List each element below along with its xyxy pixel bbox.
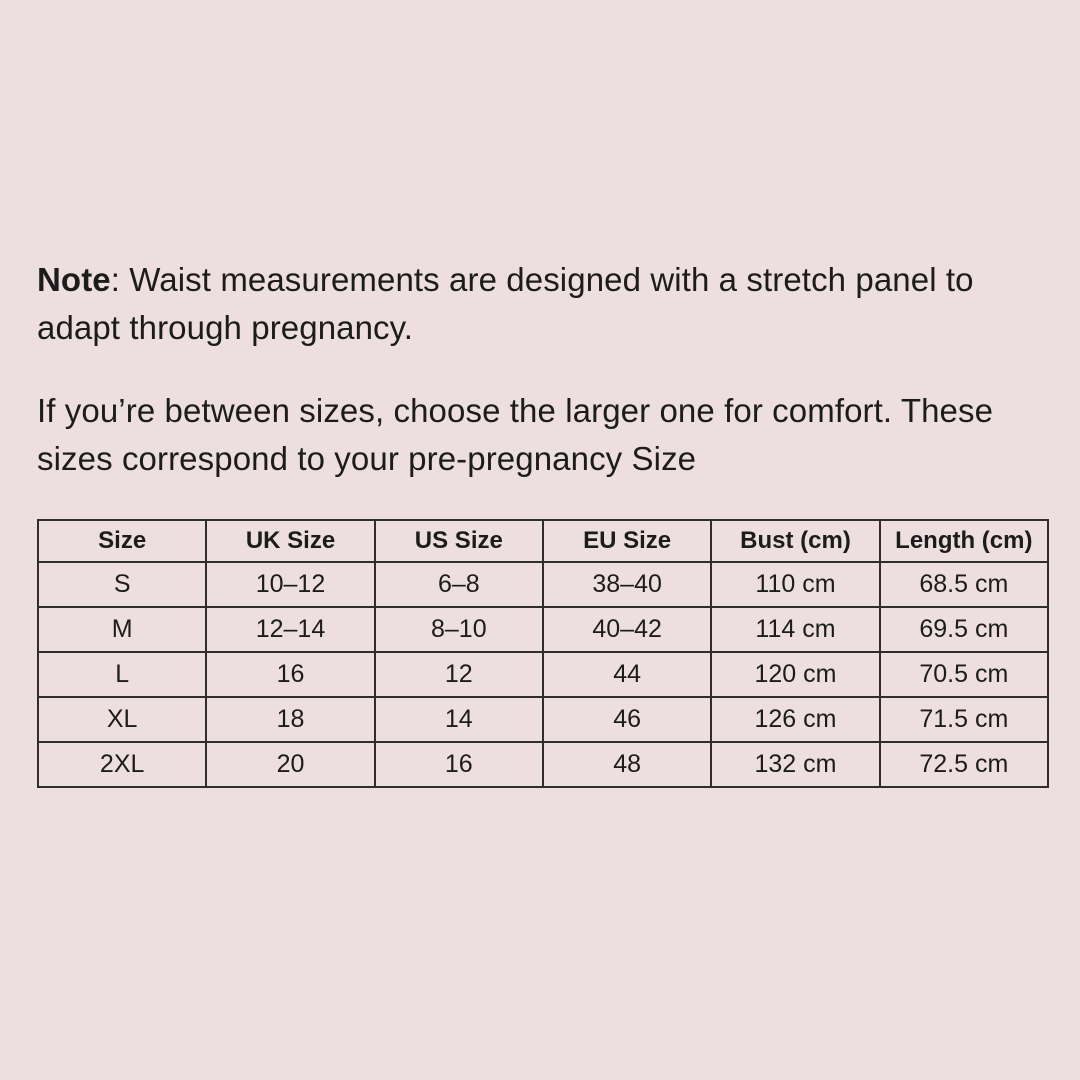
- table-cell: 120 cm: [711, 652, 879, 697]
- table-cell: 44: [543, 652, 711, 697]
- table-cell: 12: [375, 652, 543, 697]
- table-cell: 71.5 cm: [880, 697, 1048, 742]
- note-paragraph: [37, 256, 1052, 352]
- table-cell: 16: [206, 652, 374, 697]
- table-row: [38, 562, 1048, 607]
- table-header-row: [38, 520, 1048, 562]
- advice-line-2: sizes correspond to your pre-pregnancy Size: [37, 440, 697, 477]
- table-cell: 8–10: [375, 607, 543, 652]
- table-cell: 114 cm: [711, 607, 879, 652]
- column-header: US Size: [375, 520, 543, 562]
- table-row: [38, 697, 1048, 742]
- table-cell: 72.5 cm: [880, 742, 1048, 787]
- table-cell: XL: [38, 697, 206, 742]
- table-body: [38, 562, 1048, 787]
- table-cell: 48: [543, 742, 711, 787]
- table-cell: 110 cm: [711, 562, 879, 607]
- table-row: [38, 742, 1048, 787]
- note-label: Note: [37, 261, 111, 298]
- table-cell: 126 cm: [711, 697, 879, 742]
- table-cell: 20: [206, 742, 374, 787]
- table-cell: 70.5 cm: [880, 652, 1048, 697]
- table-cell: 6–8: [375, 562, 543, 607]
- note-line-2: adapt through pregnancy.: [37, 309, 414, 346]
- column-header: EU Size: [543, 520, 711, 562]
- table-cell: L: [38, 652, 206, 697]
- note-text: : Waist measurements are designed with a stretch panel to: [110, 261, 974, 298]
- table-cell: M: [38, 607, 206, 652]
- table-cell: 40–42: [543, 607, 711, 652]
- table-cell: 18: [206, 697, 374, 742]
- table-cell: 12–14: [206, 607, 374, 652]
- table-cell: 38–40: [543, 562, 711, 607]
- table-cell: S: [38, 562, 206, 607]
- advice-line-1: If you’re between sizes, choose the larger one for comfort. These: [37, 392, 994, 429]
- table-row: [38, 607, 1048, 652]
- table-cell: 10–12: [206, 562, 374, 607]
- table-cell: 16: [375, 742, 543, 787]
- advice-paragraph: [37, 387, 1052, 483]
- column-header: Bust (cm): [711, 520, 879, 562]
- table-cell: 68.5 cm: [880, 562, 1048, 607]
- table-cell: 69.5 cm: [880, 607, 1048, 652]
- column-header: Size: [38, 520, 206, 562]
- column-header: Length (cm): [880, 520, 1048, 562]
- table-cell: 2XL: [38, 742, 206, 787]
- size-chart-table: [37, 519, 1049, 788]
- table-row: [38, 652, 1048, 697]
- note-line-1: [37, 256, 1052, 304]
- table-cell: 14: [375, 697, 543, 742]
- table-cell: 46: [543, 697, 711, 742]
- column-header: UK Size: [206, 520, 374, 562]
- table-cell: 132 cm: [711, 742, 879, 787]
